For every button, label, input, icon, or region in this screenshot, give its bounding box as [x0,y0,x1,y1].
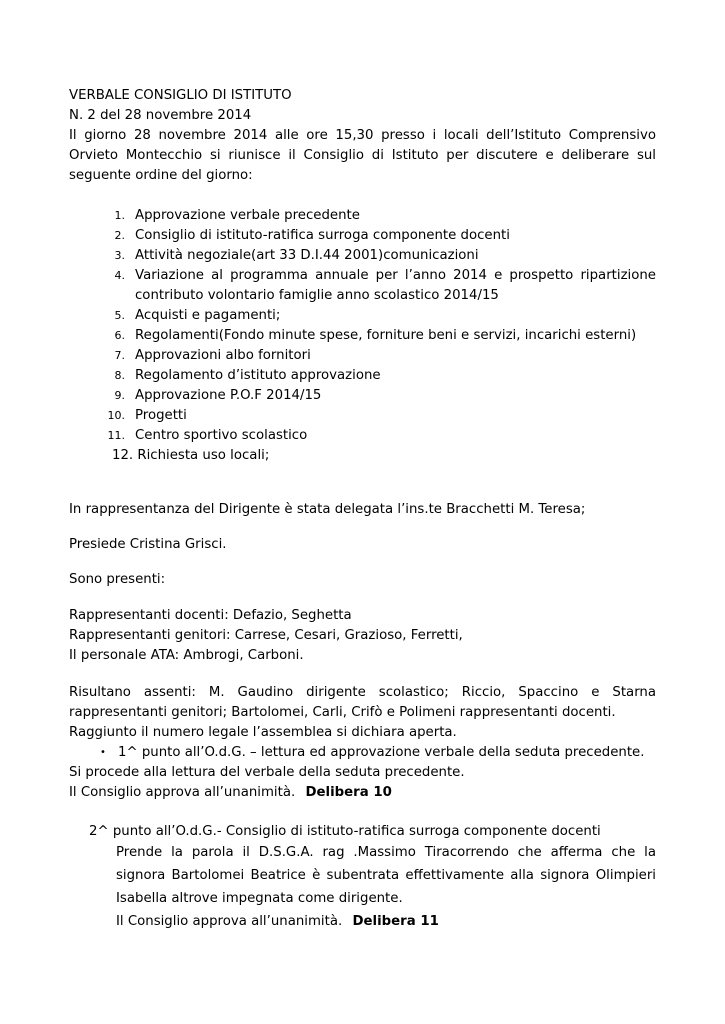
quorum-line: Raggiunto il numero legale l’assemblea si dichiara aperta. [69,725,457,740]
point2-approval-text: Il Consiglio approva all’unanimità. [116,914,343,929]
agenda-text: Approvazioni albo fornitori [135,348,311,363]
document-title: VERBALE CONSIGLIO DI ISTITUTO [69,88,292,103]
point2-line: Prende la parola il D.S.G.A. rag .Massimo Tiracorrendo che afferma che la [116,845,656,860]
point1-approval [69,783,392,803]
point1-approval-text: Il Consiglio approva all’unanimità. [69,785,296,800]
delegate-line: In rappresentanza del Dirigente è stata delegata l’ins.te Bracchetti M. Teresa; [69,502,586,517]
agenda-number: 3. [114,249,125,262]
agenda-text: Variazione al programma annuale per l’anno 2014 e prospetto ripartizione [135,268,656,283]
agenda-number: 4. [114,269,125,282]
agenda-number: 1. [114,209,125,222]
agenda-text: Acquisti e pagamenti; [135,308,281,323]
absent-line: Risultano assenti: M. Gaudino dirigente scolastico; Riccio, Spaccino e Starna [69,685,656,700]
point2-line: signora Bartolomei Beatrice è subentrata effettivamente alla signora Olimpieri [116,868,656,883]
present-line: Il personale ATA: Ambrogi, Carboni. [69,648,304,663]
present-label: Sono presenti: [69,572,166,587]
bullet-icon: • [100,747,106,758]
point1-heading: 1^ punto all’O.d.G. – lettura ed approvazione verbale della seduta precedente. [118,745,645,760]
agenda-text: Regolamenti(Fondo minute spese, forniture beni e servizi, incarichi esterni) [135,328,637,343]
agenda-number: 8. [114,369,125,382]
point2-approval [116,912,439,932]
agenda-text: Consiglio di istituto-ratifica surroga componente docenti [135,228,510,243]
present-line: Rappresentanti genitori: Carrese, Cesari, Grazioso, Ferretti, [69,628,463,643]
agenda-text: Attività negoziale(art 33 D.I.44 2001)comunicazioni [135,248,479,263]
agenda-text: Centro sportivo scolastico [135,428,308,443]
point1-text: Si procede alla lettura del verbale della seduta precedente. [69,765,465,780]
intro-line: Orvieto Montecchio si riunisce il Consiglio di Istituto per discutere e deliberare sul [69,148,656,163]
agenda-text: Approvazione verbale precedente [135,208,360,223]
point1-delibera: Delibera 10 [305,785,392,800]
agenda-number: 9. [114,389,125,402]
agenda-text: contributo volontario famiglie anno scolastico 2014/15 [135,288,499,303]
agenda-text: Approvazione P.O.F 2014/15 [135,388,322,403]
document-number-date: N. 2 del 28 novembre 2014 [69,108,252,123]
present-line: Rappresentanti docenti: Defazio, Seghetta [69,608,352,623]
intro-line: Il giorno 28 novembre 2014 alle ore 15,30 presso i locali dell’Istituto Comprensivo [69,128,656,143]
agenda-number: 2. [114,229,125,242]
point2-delibera: Delibera 11 [352,914,439,929]
agenda-item-12: 12. Richiesta uso locali; [112,448,270,463]
agenda-number: 11. [107,429,125,442]
agenda-number: 7. [114,349,125,362]
absent-line: rappresentanti genitori; Bartolomei, Carli, Crifò e Polimeni rappresentanti docenti. [69,705,616,720]
point2-line: Isabella altrove impegnata come dirigente. [116,891,403,906]
agenda-text: Progetti [135,408,187,423]
agenda-number: 5. [114,309,125,322]
intro-line: seguente ordine del giorno: [69,168,253,183]
agenda-number: 10. [107,409,125,422]
president-line: Presiede Cristina Grisci. [69,537,227,552]
point2-heading: 2^ punto all’O.d.G.- Consiglio di istituto-ratifica surroga componente docenti [89,824,601,839]
agenda-text: Regolamento d’istituto approvazione [135,368,381,383]
agenda-number: 6. [114,329,125,342]
